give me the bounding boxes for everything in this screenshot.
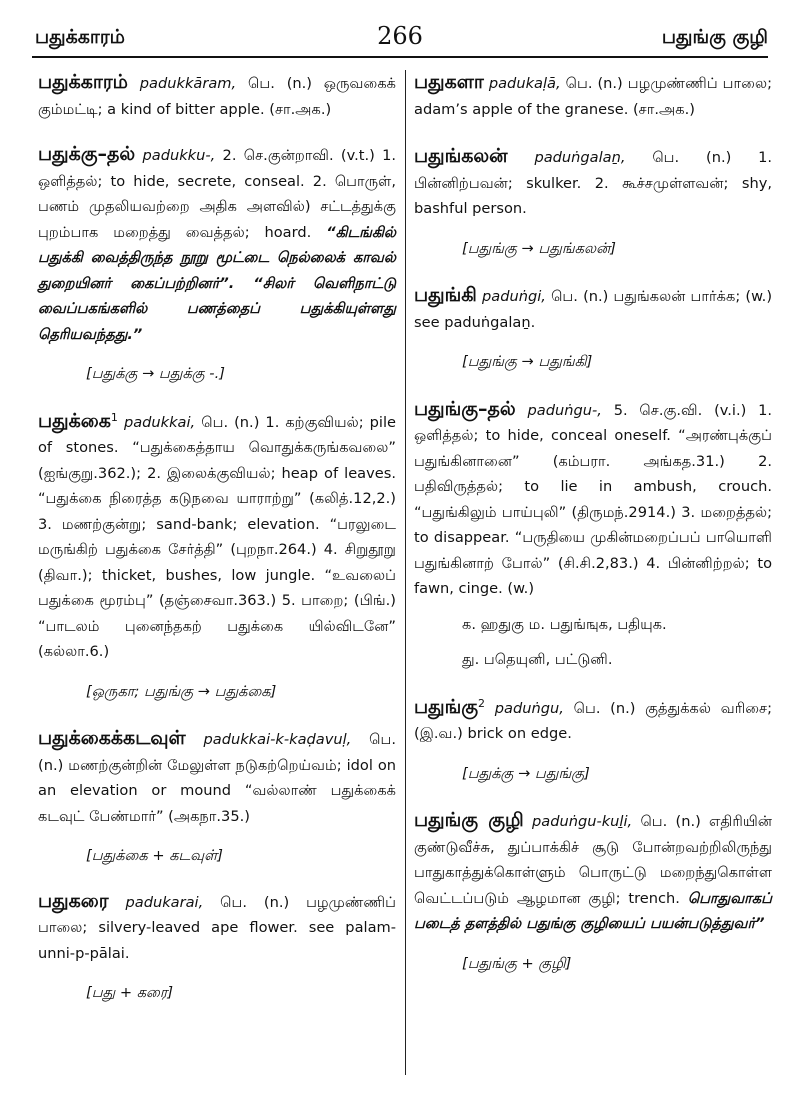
etymology: [பதுங்கு → பதுங்கலன்]: [462, 239, 616, 257]
headword: பதுகரை: [38, 889, 109, 912]
headword: பதுங்கலன்: [414, 145, 508, 167]
page-header: [0, 0, 800, 56]
homonym-number: 2: [478, 696, 486, 710]
headword: பதுக்கை: [38, 409, 111, 432]
headword: பதுங்கி: [414, 284, 477, 306]
right-column: [414, 70, 772, 976]
definition: பெ. (n.) 1. பின்னிற்பவன்; skulker. 2. கூச்சமுள்ளவன்; shy, bashful person.: [414, 149, 773, 217]
definition: 5. செ.கு.வி. (v.i.) 1. ஒளித்தல்; to hide, conceal oneself. “அரண்புக்குப் பதுங்கினானை” (கம்பரா. அங்கத.31.) 2. பதிவிருத்தல்; to lie in ambush, crouch. “பதுங்கிலும் பாய்புலி” (திருமந்.2914.) 3. மறைத்தல்; to disappear. “பருதியை முகின்மறைப்பப் பாயொளி பதுங்கினாற் போல்” (சி.சி.2,83.) 4. பின்னிற்றல்; to fawn, cinge. (w.): [414, 401, 773, 597]
left-column: [38, 70, 396, 1006]
transliteration: padukkai,: [123, 413, 196, 431]
etymology: [பது + கரை]: [86, 984, 174, 1001]
definition: பெ. (n.) குத்துக்கல் வரிசை; (இ.வ.) brick on edge.: [414, 699, 772, 742]
transliteration: paduṅgu,: [494, 699, 564, 717]
headword: பதுங்கு குழி: [414, 809, 524, 831]
etymology: [பதுங்கு → பதுங்கி]: [462, 353, 593, 370]
cognates: து. பதெயுனி, பட்டுனி.: [462, 651, 613, 668]
dictionary-entry: [414, 70, 772, 122]
transliteration: paduṅgu-kuḻi,: [531, 813, 633, 830]
cognates: க. ஹதுகு ம. பதுங்ஙுக, பதியுக.: [462, 615, 667, 633]
transliteration: padukaḷā,: [488, 75, 561, 92]
definition: பெ. (n.) எதிரியின் குண்டுவீச்சு, துப்பாக்கிச் சூடு போன்றவற்றிலிருந்து பாதுகாத்துக்கொள்ளும் பொருட்டு மறைந்துகொள்ள வெட்டப்படும் ஆழமான குழி; trench.: [414, 813, 773, 907]
headword: பதுங்கு: [414, 695, 479, 718]
running-head-right: பதுங்கு குழி: [661, 26, 768, 48]
quotation: பொதுவாகப் படைத் தளத்தில் பதுங்கு குழியைப் பயன்படுத்துவர்”: [414, 889, 773, 932]
etymology: [பதுக்கை + கடவுள்]: [86, 847, 223, 864]
headword: பதுக்கைக்கடவுள்: [38, 727, 186, 749]
dictionary-entry: [38, 889, 396, 1006]
dictionary-entry: [38, 726, 396, 869]
homonym-number: 1: [110, 410, 118, 424]
quotation: “கிடங்கில் பதுக்கி வைத்திருந்த நூறு மூட்டை நெல்லைக் காவல் துறையினர் கைப்பற்றினர்”. “சிலர் வெளிநாட்டு வைப்பகங்களில் பணத்தைப் பதுக்கியுள்ளது தெரியவந்தது.”: [38, 223, 397, 343]
dictionary-entry: [414, 397, 772, 673]
etymology: [பதுக்கு → பதுங்கு]: [462, 764, 590, 782]
definition: 2. செ.குன்றாவி. (v.t.) 1. ஒளித்தல்; to hide, secrete, conseal. 2. பொருள், பணம் முதலியவற்றை அதிக அளவில்) சட்டத்துக்கு புறம்பாக மறைத்து வைத்தல்; hoard.: [38, 147, 397, 241]
definition: பெ. (n.) 1. கற்குவியல்; pile of stones. “பதுக்கைத்தாய வொதுக்கருங்கவலை” (ஐங்குறு.362.); 2. இலைக்குவியல்; heap of leaves. “பதுக்கை நிரைத்த கடுநவை யாராற்று” (கலித்.12,2.) 3. மணற்குன்று; sand-bank; elevation. “பரலுடை மருங்கிற் பதுக்கை சேர்த்தி” (புறநா.264.) 4. சிறுதூறு (திவா.); thicket, bushes, low jungle. “உவலைப் பதுக்கை மூரம்பு” (தஞ்சைவா.363.) 5. பாறை; (பிங்.) “பாடலம் புனைந்தகற் பதுக்கை யில்விடனே” (கல்லா.6.): [38, 413, 397, 660]
transliteration: padukku-,: [142, 147, 216, 164]
headword: பதுகளா: [414, 71, 484, 93]
etymology: [ஒருகா; பதுங்கு → பதுக்கை]: [86, 682, 277, 700]
transliteration: padukarai,: [125, 893, 204, 911]
dictionary-entry: [414, 144, 772, 261]
transliteration: paduṅgi,: [481, 288, 546, 305]
transliteration: paduṅgu-,: [527, 401, 602, 419]
dictionary-entry: [414, 695, 772, 787]
etymology: [பதுக்கு → பதுக்கு -.]: [86, 365, 225, 382]
etymology: [பதுங்கு + குழி]: [462, 954, 572, 972]
dictionary-entry: [38, 142, 396, 387]
headword: பதுக்காரம்: [38, 71, 128, 93]
definition: பெ. (n.) பழமுண்ணிப் பாலை; adam’s apple of the granese. (சா.அக.): [414, 75, 772, 118]
headword: பதுங்கு–தல்: [414, 397, 516, 420]
dictionary-entry: [38, 409, 396, 705]
definition: பெ. (n.) பதுங்கலன் பார்க்க; (w.) see paduṅgalaṉ.: [414, 288, 773, 331]
transliteration: padukkai-k-kaḍavuḷ,: [203, 731, 352, 748]
definition: பெ. (n.) மணற்குன்றின் மேலுள்ள நடுகற்றெய்வம்; idol on an elevation or mound “வல்லாண் பதுக்கைக் கடவுட் பேண்மார்” (அகநா.35.): [38, 731, 397, 825]
dictionary-entry: [38, 70, 396, 122]
dictionary-entry: [414, 283, 772, 375]
running-head-left: பதுக்காரம்: [35, 26, 125, 48]
headword: பதுக்கு–தல்: [38, 143, 136, 165]
header-rule: [32, 56, 768, 58]
definition: பெ. (n.) ஒருவகைக் கும்மட்டி; a kind of bitter apple. (சா.அக.): [38, 75, 397, 118]
page-number: 266: [377, 22, 423, 50]
definition: பெ. (n.) பழமுண்ணிப் பாலை; silvery-leaved ape flower. see palam-unni-p-pālai.: [38, 893, 397, 962]
transliteration: padukkāram,: [139, 75, 237, 92]
dictionary-entry: [414, 808, 772, 976]
column-divider: [405, 70, 406, 1075]
transliteration: paduṅgalaṉ,: [534, 149, 626, 166]
